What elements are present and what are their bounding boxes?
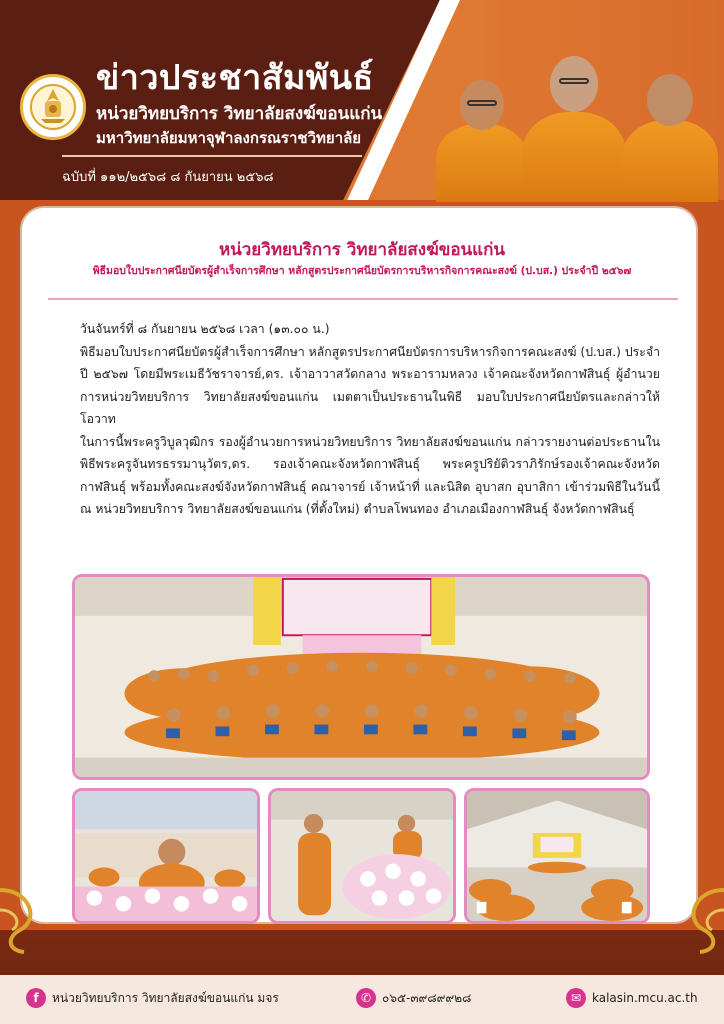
monk-portrait-right bbox=[622, 62, 718, 202]
article-title: หน่วยวิทยบริการ วิทยาลัยสงฆ์ขอนแก่น bbox=[218, 240, 506, 260]
university-seal-icon bbox=[20, 74, 86, 140]
photo-hall-assembly bbox=[464, 788, 650, 924]
article-paragraph-attendees: ในการนี้พระครูวิบูลวุฒิกร รองผู้อำนวยการหน่วยวิทยบริการ วิทยาลัยสงฆ์ขอนแก่น กล่าวรายงานต่อประธานในพิธีพระครูจันทรธรรมานุวัตร,ดร. รองเจ้าคณะจังหวัดกาฬสินธุ์ พระครูปริยัติวราภิรักษ์รองเจ้าคณะจังหวัดกาฬสินธุ์ พร้อมทั้งคณะสงฆ์จังหวัดกาฬสินธุ์ คณาจารย์ เจ้าหน้าที่ และนิสิต อุบาสก อุบาสิกา เข้าร่วมพิธีในวันนี้ ณ หน่วยวิทยบริการ วิทยาลัยสงฆ์ขอนแก่น (ที่ตั้งใหม่) ตำบลโพนทอง อำเภอเมืองกาฬสินธุ์ จังหวัดกาฬสินธุ์ bbox=[80, 434, 660, 516]
footer-website-label: kalasin.mcu.ac.th bbox=[592, 991, 698, 1005]
monk-portrait-center bbox=[522, 52, 626, 202]
footer-facebook-link[interactable] bbox=[26, 988, 279, 1008]
header-title: ข่าวประชาสัมพันธ์ bbox=[96, 58, 374, 98]
footer-phone-label: ๐๖๕-๓๙๘๙๙๒๘ bbox=[382, 990, 472, 1005]
email-icon: ✉ bbox=[566, 988, 586, 1008]
photo-presiding-monk bbox=[268, 788, 456, 924]
photo-group-ceremony bbox=[72, 574, 650, 780]
gold-swirl-left-icon bbox=[0, 880, 50, 960]
article-paragraph-ceremony: พิธีมอบใบประกาศนียบัตรผู้สำเร็จการศึกษา หลักสูตรประกาศนียบัตรการบริหารกิจการคณะสงฆ์ (ป.บส.) ประจำปี ๒๕๖๗ โดยมีพระเมธีวัชราจารย์,ดร. เจ้าอาวาสวัดกลาง พระอารามหลวง เจ้าคณะจังหวัดกาฬสินธุ์ ผู้อำนวยการหน่วยวิทยบริการ วิทยาลัยสงฆ์ขอนแก่น เมตตาเป็นประธานในพิธี มอบใบประกาศนียบัตรและกล่าวให้โอวาท bbox=[80, 344, 660, 426]
article-subtitle: พิธีมอบใบประกาศนียบัตรผู้สำเร็จการศึกษา หลักสูตรประกาศนียบัตรการบริหารกิจการคณะสงฆ์ (ป.บส.) ประจำปี ๒๕๖๗ bbox=[92, 265, 632, 277]
photo-speaker bbox=[72, 788, 260, 924]
header-subtitle-unit: หน่วยวิทยบริการ วิทยาลัยสงฆ์ขอนแก่น bbox=[96, 104, 383, 124]
footer-website-link[interactable] bbox=[566, 988, 698, 1008]
monk-portrait-left bbox=[436, 66, 528, 202]
article-divider bbox=[48, 298, 678, 300]
issue-number-date: ฉบับที่ ๑๑๒/๒๕๖๘ ๘ กันยายน ๒๕๖๘ bbox=[62, 170, 274, 185]
article-body bbox=[80, 318, 660, 521]
phone-icon: ✆ bbox=[356, 988, 376, 1008]
header-subtitle-university: มหาวิทยาลัยมหาจุฬาลงกรณราชวิทยาลัย bbox=[96, 129, 362, 147]
monk-portraits bbox=[432, 52, 722, 202]
gold-swirl-right-icon bbox=[674, 880, 724, 960]
footer-phone-link[interactable] bbox=[356, 988, 471, 1008]
footer-facebook-label: หน่วยวิทยบริการ วิทยาลัยสงฆ์ขอนแก่น มจร bbox=[52, 990, 279, 1005]
facebook-icon: f bbox=[26, 988, 46, 1008]
header-divider bbox=[62, 155, 362, 157]
article-date-line: วันจันทร์ที่ ๘ กันยายน ๒๕๖๘ เวลา (๑๓.๐๐ น.) bbox=[80, 322, 330, 336]
